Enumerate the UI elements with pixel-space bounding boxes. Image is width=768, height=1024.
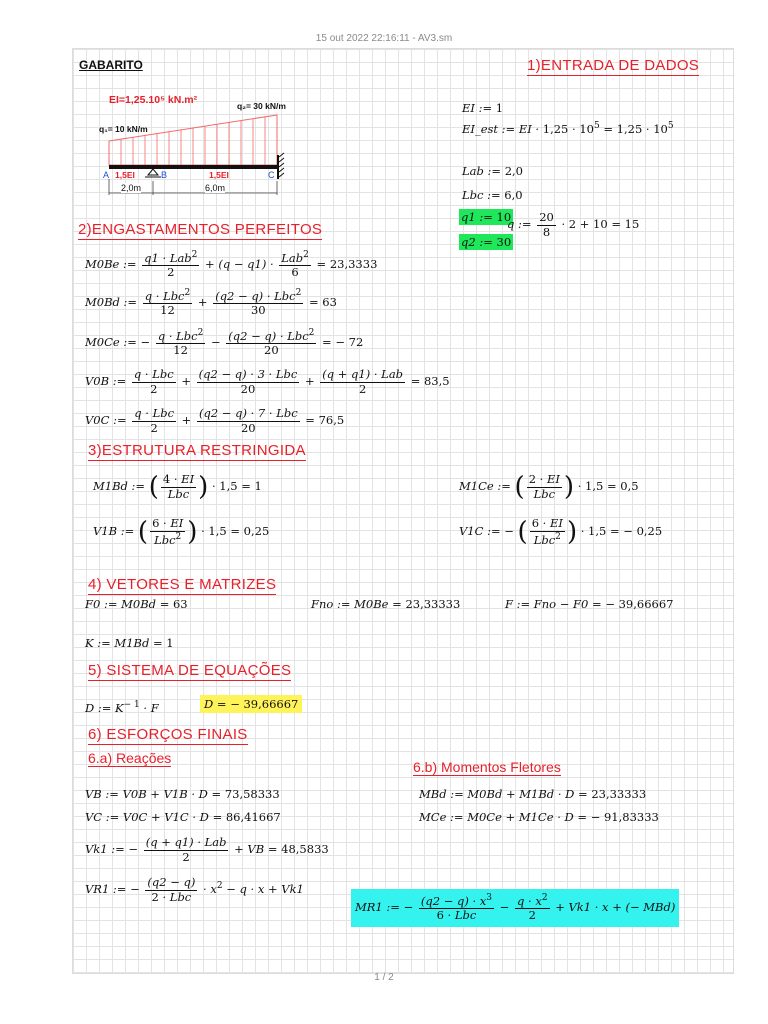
ei-label: EI=1,25.10⁵ kN.m² bbox=[109, 94, 198, 106]
eq-vk1: Vk1 := − $\frac{\text{(q + q1) · Lab}}{2}$ + VB = 48,5833 bbox=[85, 835, 329, 864]
len-ab-label: 2,0m bbox=[121, 183, 142, 193]
node-b-label: B bbox=[161, 170, 168, 180]
eq-v1c: V1C := − ( $\frac{6 \cdot EI}{Lbc^2}$ ) · 1,5 = − 0,25 bbox=[459, 516, 663, 547]
section-3-heading: 3)ESTRUTURA RESTRINGIDA bbox=[88, 442, 306, 459]
eq-q: q := $\frac{20}{8}$ · 2 + 10 = 15 bbox=[507, 210, 640, 239]
beam-figure bbox=[95, 91, 300, 203]
eq-lbc: Lbc := 6,0 bbox=[462, 188, 523, 202]
section-6-heading: 6) ESFORÇOS FINAIS bbox=[88, 726, 248, 743]
eq-q1: q1 := 10 bbox=[461, 210, 512, 224]
eq-mr1: MR1 := − $\frac{(q2 - q) \cdot x^3}{\text{6 · Lbc}}$ − $\frac{q \cdot x^2}{2}$ + Vk1 · x + (− MBd) bbox=[351, 889, 679, 927]
eq-m1bd: M1Bd := ( $\frac{4 \cdot EI}{\text{Lbc}}$ ) · 1,5 = 1 bbox=[93, 472, 262, 502]
eq-f0: F0 := M0Bd = 63 bbox=[85, 597, 188, 611]
eq-m0ce: M0Ce := − $\frac{q \cdot Lbc^2}{12}$ − $\frac{(q2 - q) \cdot Lbc^2}{20}$ = − 72 bbox=[85, 328, 364, 358]
len-bc-label: 6,0m bbox=[205, 183, 226, 193]
section-1-heading: 1)ENTRADA DE DADOS bbox=[527, 57, 700, 74]
ei-ab-label: 1,5EI bbox=[115, 170, 135, 180]
ei-bc-label: 1,5EI bbox=[209, 170, 229, 180]
eq-vc: VC := V0C + V1C · D = 86,41667 bbox=[85, 810, 281, 824]
eq-q2: q2 := 30 bbox=[461, 235, 512, 249]
worksheet bbox=[72, 48, 734, 974]
page-footer: 1 / 2 bbox=[374, 972, 394, 983]
eq-f: F := Fno − F0 = − 39,66667 bbox=[505, 597, 674, 611]
section-5-heading: 5) SISTEMA DE EQUAÇÕES bbox=[88, 662, 292, 679]
eq-k: K := M1Bd = 1 bbox=[85, 636, 174, 650]
eq-v1b: V1B := ( $\frac{6 \cdot EI}{Lbc^2}$ ) · 1,5 = 0,25 bbox=[93, 516, 270, 547]
eq-m1ce: M1Ce := ( $\frac{2 \cdot EI}{\text{Lbc}}$ ) · 1,5 = 0,5 bbox=[459, 472, 639, 502]
eq-v0b: V0B := $\frac{\text{q · Lbc}}{2}$ + $\frac{\text{(q2 − q) · 3 · Lbc}}{20}$ + $\frac{\text{(q + q1) · Lab}}{2}$ = 83,5 bbox=[85, 367, 450, 396]
eq-lab: Lab := 2,0 bbox=[462, 164, 523, 178]
page-header: 15 out 2022 22:16:11 - AV3.sm bbox=[315, 33, 453, 44]
q1-label: q₁= 10 kN/m bbox=[99, 124, 148, 134]
section-2-heading: 2)ENGASTAMENTOS PERFEITOS bbox=[78, 221, 323, 238]
eq-v0c: V0C := $\frac{\text{q · Lbc}}{2}$ + $\frac{\text{(q2 − q) · 7 · Lbc}}{20}$ = 76,5 bbox=[85, 406, 345, 435]
eq-d-result: D = − 39,66667 bbox=[200, 699, 302, 711]
eq-mbd: MBd := M0Bd + M1Bd · D = 23,33333 bbox=[419, 787, 647, 801]
eq-m0be: M0Be := $\frac{q1 \cdot Lab^2}{2}$ + (q − q1) · $\frac{Lab^2}{6}$ = 23,3333 bbox=[85, 250, 378, 280]
eq-d-def: D := $K^{- 1} \cdot F$ bbox=[85, 700, 159, 715]
eq-ei: EI := 1 bbox=[462, 101, 504, 115]
node-c-label: C bbox=[268, 170, 275, 180]
q2-label: q₂= 30 kN/m bbox=[237, 101, 286, 111]
eq-ei-est: EI_est := EI · $1,25 \cdot 10^5 = 1,25 \cdot 10^5$ bbox=[462, 121, 674, 136]
eq-fno: Fno := M0Be = 23,33333 bbox=[311, 597, 461, 611]
title: GABARITO bbox=[79, 58, 143, 72]
eq-vb: VB := V0B + V1B · D = 73,58333 bbox=[85, 787, 280, 801]
eq-m0bd: M0Bd := $\frac{q \cdot Lbc^2}{12}$ + $\frac{(q2 - q) \cdot Lbc^2}{30}$ = 63 bbox=[85, 288, 337, 318]
section-4-heading: 4) VETORES E MATRIZES bbox=[88, 576, 277, 593]
node-a-label: A bbox=[103, 170, 110, 180]
eq-vr1: VR1 := − $\frac{(q2 - q)}{\text{2 · Lbc}}$ · $x^2 - q \cdot x + Vk1$ bbox=[85, 875, 304, 904]
eq-mce: MCe := M0Ce + M1Ce · D = − 91,83333 bbox=[419, 810, 659, 824]
section-6b-heading: 6.b) Momentos Fletores bbox=[413, 759, 561, 775]
section-6a-heading: 6.a) Reações bbox=[88, 750, 172, 766]
